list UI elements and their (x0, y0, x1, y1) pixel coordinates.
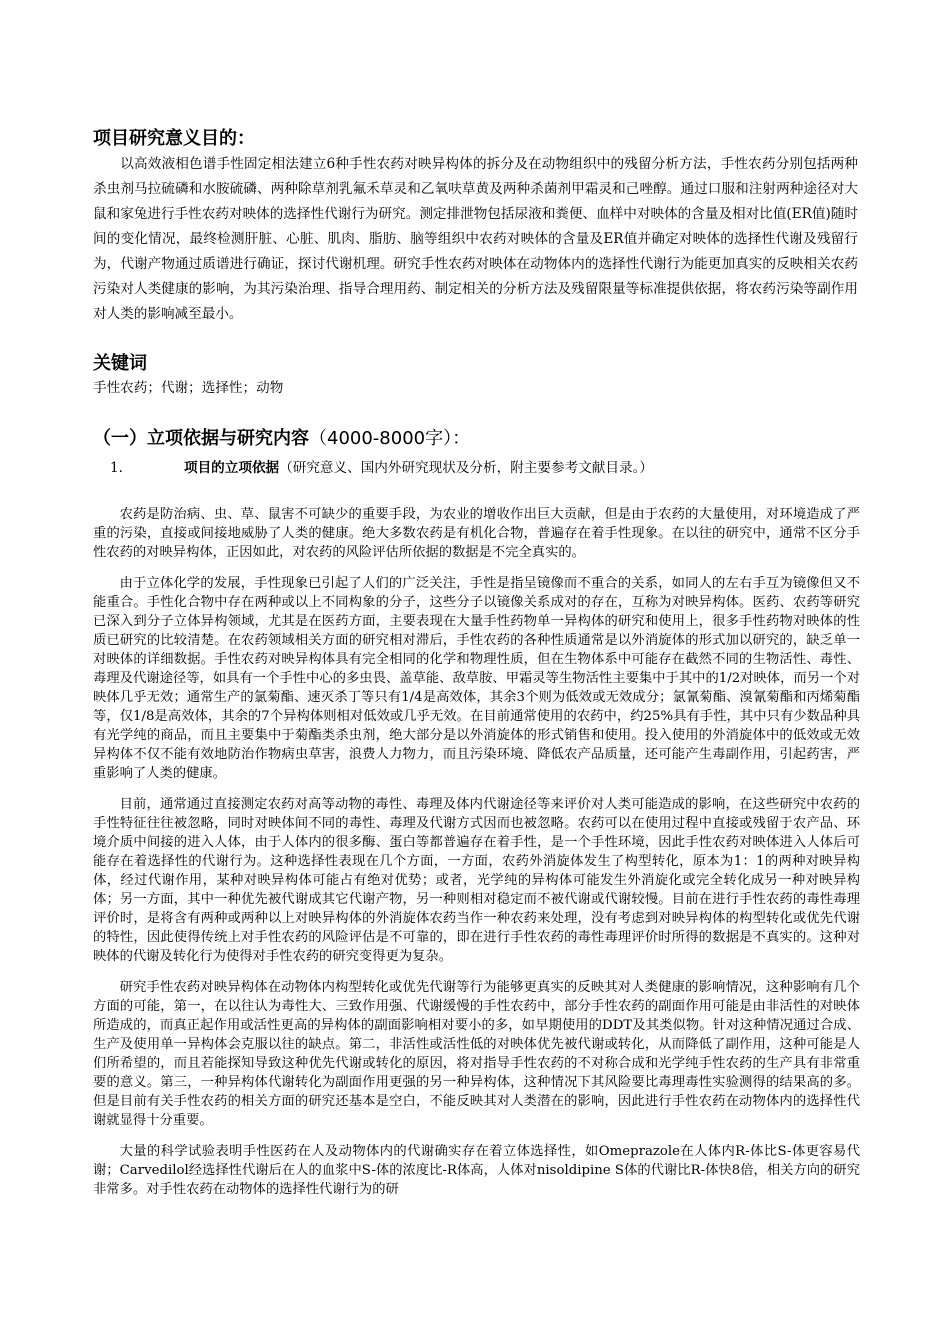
item-1-title: 项目的立项依据 (184, 460, 280, 476)
body-paragraph-3: 目前，通常通过直接测定农药对高等动物的毒性、毒理及体内代谢途径等来评价对人类可能造成的影响，在这些研究中农药的手性特征往往被忽略，同时对映体间不同的毒性、毒理及代谢方式因而也被忽略。农药可以在使用过程中直接或残留于农产品、环境介质中间接的进入人体，由于人体内的很多酶、蛋白等都普遍存在着手性，是一个手性环境，因此手性农药对映体进入人体后可能存在着选择性的代谢行为。这种选择性表现在几个方面，一方面，农药外消旋体发生了构型转化，原本为1：1的两种对映异构体，经过代谢作用，某种对映异构体可能占有绝对优势；或者，光学纯的异构体可能发生外消旋化或完全转化成另一种对映异构体；另一方面，其中一种优先被代谢成其它代谢产物，另一种则相对稳定而不被代谢或代谢较慢。目前在进行手性农药的毒性毒理评价时，是将含有两种或两种以上对映异构体的外消旋体农药当作一种农药来处理，没有考虑到对映异构体的构型转化或优先代谢的特性，因此使得传统上对手性农药的风险评估是不可靠的，即在进行手性农药的毒性毒理评价时所得的数据是不真实的。这种对映体的代谢及转化行为使得对手性农药的研究变得更为复杂。 (93, 797, 860, 964)
item-1-heading (110, 456, 653, 476)
keywords-title: 关键词 (93, 353, 147, 374)
item-1-number: 1. (110, 460, 123, 476)
section-title: 项目研究意义目的： (93, 128, 255, 149)
keywords-text: 手性农药；代谢；选择性；动物 (93, 380, 284, 396)
body-text (93, 505, 860, 1211)
body-paragraph-1: 农药是防治病、虫、草、鼠害不可缺少的重要手段，为农业的增收作出巨大贡献，但是由于农药的大量使用，对环境造成了严重的污染，直接或间接地威胁了人类的健康。绝大多数农药是有机化合物，普遍存在着手性现象。在以往的研究中，通常不区分手性农药的对映异构体，正因如此，对农药的风险评估所依据的数据是不完全真实的。 (93, 507, 860, 560)
basis-heading-wordcount: （4000-8000字）： (309, 428, 471, 449)
basis-heading-main: （一）立项依据与研究内容 (93, 428, 309, 449)
item-1-note: （研究意义、国内外研究现状及分析，附主要参考文献目录。） (279, 460, 653, 476)
purpose-paragraph: 以高效液相色谱手性固定相法建立6种手性农药对映异构体的拆分及在动物组织中的残留分析方法，手性农药分别包括两种杀虫剂马拉硫磷和水胺硫磷、两种除草剂乳氟禾草灵和乙氧呋草黄及两种杀菌剂甲霜灵和己唑醇。通过口服和注射两种途径对大鼠和家兔进行手性农药对映体的选择性代谢行为研究。测定排泄物包括尿液和粪便、血样中对映体的含量及相对比值(ER值)随时间的变化情况，最终检测肝脏、心脏、肌肉、脂肪、脑等组织中农药对映体的含量及ER值并确定对映体的选择性代谢及残留行为，代谢产物通过质谱进行确证，探讨代谢机理。研究手性农药对映体在动物体内的选择性代谢行为能更加真实的反映相关农药污染对人类健康的影响，为其污染治理、指导合理用药、制定相关的分析方法及残留限量等标准提供依据，将农药污染等副作用对人类的影响减至最小。 (93, 156, 858, 322)
body-paragraph-5: 大量的科学试验表明手性医药在人及动物体内的代谢确实存在着立体选择性，如Omeprazole在人体内R-体比S-体更容易代谢；Carvedilol经选择性代谢后在人的血浆中S-体的浓度比-R体高，人体对nisoldipine S体的代谢比R-体快8倍，相关方向的研究非常多。对手性农药在动物体的选择性代谢行为的研 (93, 1144, 860, 1197)
body-paragraph-2: 由于立体化学的发展，手性现象已引起了人们的广泛关注，手性是指呈镜像而不重合的关系，如同人的左右手互为镜像但又不能重合。手性化合物中存在两种或以上不同构象的分子，这些分子以镜像关系成对的存在，互称为对映异构体。医药、农药等研究已深入到分子立体异构领域，尤其是在医药方面，主要表现在大量手性药物单一异构体的研究和使用上，很多手性药物对映体的性质已研究的比较清楚。在农药领域相关方面的研究相对滞后，手性农药的各种性质通常是以外消旋体的形式加以研究的，缺乏单一对映体的详细数据。手性农药对映异构体具有完全相同的化学和物理性质，但在生物体系中可能存在截然不同的生物活性、毒性、毒理及代谢途径等，如具有一个手性中心的多虫畏、盖草能、敌草胺、甲霜灵等生物活性主要集中于其中的1/2对映体，而另一个对映体几乎无效；通常生产的氯菊酯、速灭杀丁等只有1/4是高效体，其余3个则为低效或无效成分；氯氰菊酯、溴氰菊酯和丙烯菊酯等，仅1/8是高效体，其余的7个异构体则相对低效或几乎无效。在目前通常使用的农药中，约25%具有手性，其中只有少数品种具有光学纯的商品，而且主要集中于菊酯类杀虫剂，绝大部分是以外消旋体的形式销售和使用。投入使用的外消旋体中的低效或无效异构体不仅不能有效地防治作物病虫草害，浪费人力物力，而且污染环境、降低农产品质量，还可能产生毒副作用，引起药害，严重影响了人类的健康。 (93, 576, 860, 781)
basis-heading (93, 424, 470, 450)
body-paragraph-4: 研究手性农药对映异构体在动物体内构型转化或优先代谢等行为能够更真实的反映其对人类健康的影响情况，这种影响有几个方面的可能，第一，在以往认为毒性大、三致作用强、代谢缓慢的手性农药中，部分手性农药的副面作用可能是由非活性的对映体所造成的，而真正起作用或活性更高的异构体的副面影响相对要小的多，如早期使用的DDT及其类似物。针对这种情况通过合成、生产及使用单一异构体会克服以往的缺点。第二，非活性或活性低的对映体优先被代谢或转化，从而降低了副作用，这种可能是人们所希望的，而且若能探知导致这种优先代谢或转化的原因，将对指导手性农药的不对称合成和光学纯手性农药的生产具有非常重要的意义。第三，一种异构体代谢转化为副面作用更强的另一种异构体，这种情况下其风险要比毒理毒性实验测得的结果高的多。但是目前有关手性农药的相关方面的研究还基本是空白，不能反映其对人类潜在的影响，因此进行手性农药在动物体内的选择性代谢就显得十分重要。 (93, 980, 860, 1128)
